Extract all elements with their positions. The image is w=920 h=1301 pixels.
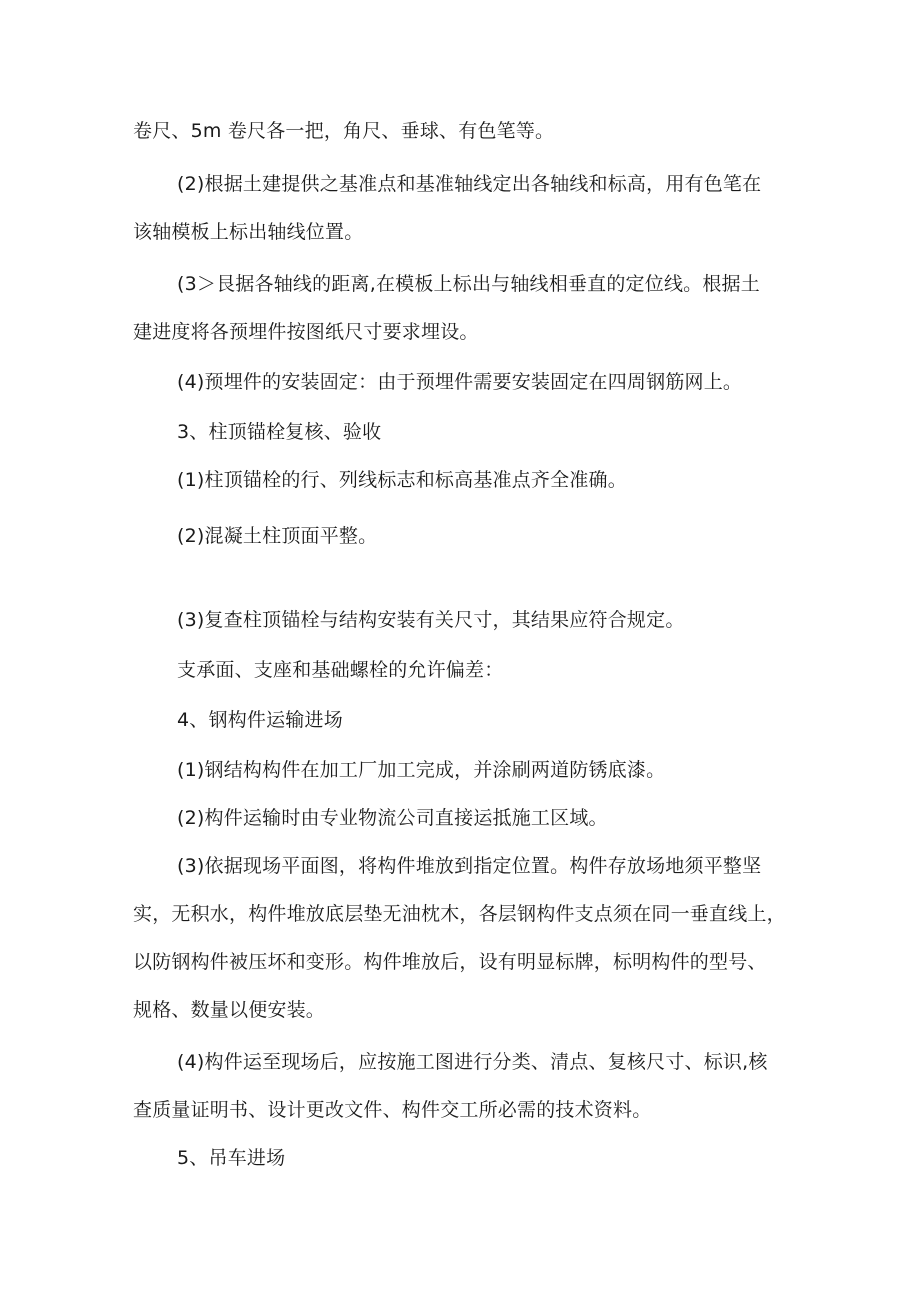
section-heading-5: 5、吊车进场 <box>177 1147 286 1169</box>
text-line-5: 建进度将各预埋件按图纸尺寸要求埋设。 <box>133 321 479 343</box>
text-line-13: (1)钢结构构件在加工厂加工完成，并涂刷两道防锈底漆。 <box>177 759 666 781</box>
text-line-6: (4)预埋件的安装固定：由于预埋件需要安装固定在四周钢筋网上。 <box>177 371 743 393</box>
text-line-14: (2)构件运输时由专业物流公司直接运抵施工区域。 <box>177 807 608 829</box>
text-line-9: (2)混凝土柱顶面平整。 <box>177 525 378 547</box>
text-line-20: 查质量证明书、设计更改文件、构件交工所必需的技术资料。 <box>133 1099 652 1121</box>
text-line-3: 该轴模板上标出轴线位置。 <box>133 221 364 243</box>
text-line-8: (1)柱顶锚栓的行、列线标志和标高基准点齐全准确。 <box>177 469 627 491</box>
text-line-1: 卷尺、5m 卷尺各一把，角尺、垂球、有色笔等。 <box>133 120 555 142</box>
section-heading-3: 3、柱顶锚栓复核、验收 <box>177 421 382 443</box>
text-line-19: (4)构件运至现场后，应按施工图进行分类、清点、复核尺寸、标识,核 <box>177 1051 768 1073</box>
text-line-4: (3＞艮据各轴线的距离,在模板上标出与轴线相垂直的定位线。根据土 <box>177 273 760 295</box>
text-line-16: 实，无积水，构件堆放底层垫无油枕木，各层钢构件支点须在同一垂直线上， <box>133 903 786 925</box>
text-line-10: (3)复查柱顶锚栓与结构安装有关尺寸，其结果应符合规定。 <box>177 609 685 631</box>
text-line-18: 规格、数量以便安装。 <box>133 999 326 1021</box>
text-line-17: 以防钢构件被压坏和变形。构件堆放后，设有明显标牌，标明构件的型号、 <box>133 951 767 973</box>
text-line-15: (3)依据现场平面图，将构件堆放到指定位置。构件存放场地须平整坚 <box>177 855 762 877</box>
text-line-11: 支承面、支座和基础螺栓的允许偏差： <box>177 659 504 681</box>
section-heading-4: 4、钢构件运输进场 <box>177 709 343 731</box>
text-line-2: (2)根据土建提供之基准点和基准轴线定出各轴线和标高，用有色笔在 <box>177 173 762 195</box>
